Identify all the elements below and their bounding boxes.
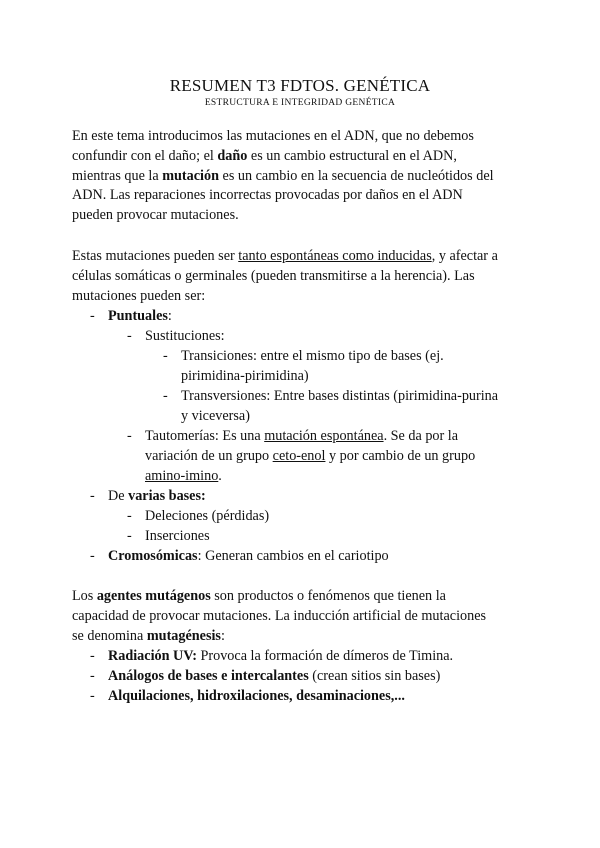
list-item: Inserciones xyxy=(145,528,210,544)
list-bullet: - xyxy=(90,648,95,664)
intro-line: confundir con el daño; el daño es un cambio estructural en el ADN, xyxy=(72,147,457,164)
list-item: Radiación UV: Provoca la formación de dímeros de Timina. xyxy=(108,648,454,664)
list-item-continuation: amino-imino. xyxy=(145,468,222,484)
list-bullet: - xyxy=(90,688,95,704)
list-bullet: - xyxy=(127,428,132,444)
types-paragraph xyxy=(72,247,542,306)
list-item: Transiciones: entre el mismo tipo de bases (ej. xyxy=(181,348,444,364)
list-bullet: - xyxy=(90,548,95,564)
intro-paragraph xyxy=(72,127,542,226)
types-line: Estas mutaciones pueden ser tanto espontáneas como inducidas, y afectar a xyxy=(72,248,498,264)
list-item: Transversiones: Entre bases distintas (pirimidina-purina xyxy=(181,388,499,404)
document-subtitle: ESTRUCTURA E INTEGRIDAD GENÉTICA xyxy=(204,98,396,108)
list-bullet: - xyxy=(127,328,132,344)
list-bullet: - xyxy=(90,488,95,504)
list-item-continuation: y viceversa) xyxy=(181,408,250,424)
intro-line: mientras que la mutación es un cambio en la secuencia de nucleótidos del xyxy=(72,167,494,184)
list-bullet: - xyxy=(163,348,168,364)
list-item: Sustituciones: xyxy=(145,328,225,344)
agents-paragraph xyxy=(72,587,542,646)
list-bullet: - xyxy=(127,508,132,524)
list-bullet: - xyxy=(163,388,168,404)
intro-line: En este tema introducimos las mutaciones en el ADN, que no debemos xyxy=(72,128,474,144)
document-title: RESUMEN T3 FDTOS. GENÉTICA xyxy=(169,76,431,95)
list-bullet: - xyxy=(127,528,132,544)
types-line: células somáticas o germinales (pueden transmitirse a la herencia). Las xyxy=(72,267,475,284)
list-item: Análogos de bases e intercalantes (crean sitios sin bases) xyxy=(108,668,441,684)
list-item: Cromosómicas: Generan cambios en el cariotipo xyxy=(108,548,389,564)
agents-line: capacidad de provocar mutaciones. La inducción artificial de mutaciones xyxy=(72,607,487,624)
agents-line: se denomina mutagénesis: xyxy=(72,627,225,644)
underlined-text: tanto espontáneas como inducidas xyxy=(238,248,432,264)
list-item: Alquilaciones, hidroxilaciones, desaminaciones,... xyxy=(108,688,405,704)
intro-line: pueden provocar mutaciones. xyxy=(72,207,239,224)
agents-line: Los agentes mutágenos son productos o fenómenos que tienen la xyxy=(72,588,446,604)
list-bullet: - xyxy=(90,668,95,684)
list-item: Deleciones (pérdidas) xyxy=(145,508,270,524)
intro-line: ADN. Las reparaciones incorrectas provocadas por daños en el ADN xyxy=(72,187,463,204)
list-item: Puntuales: xyxy=(108,308,172,324)
list-item-continuation: pirimidina-pirimidina) xyxy=(181,368,309,384)
term-dano: daño xyxy=(217,147,248,164)
list-item-continuation: variación de un grupo ceto-enol y por cambio de un grupo xyxy=(145,448,476,464)
types-line: mutaciones pueden ser: xyxy=(72,287,206,304)
list-bullet: - xyxy=(90,308,95,324)
term-mutacion: mutación xyxy=(162,167,219,184)
list-item: De varias bases: xyxy=(108,488,206,504)
list-item: Tautomerías: Es una mutación espontánea. Se da por la xyxy=(145,428,459,444)
